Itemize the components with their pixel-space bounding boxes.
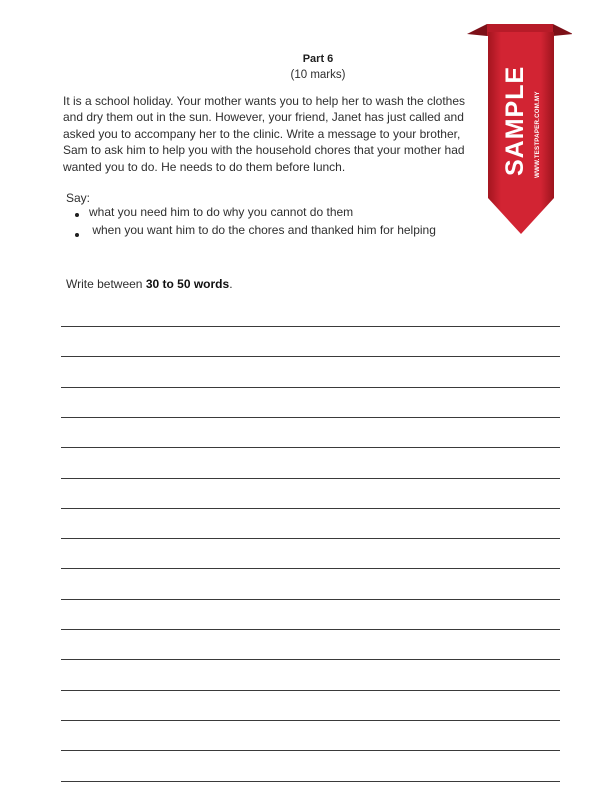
answer-line — [61, 568, 560, 569]
part-marks: (10 marks) — [290, 69, 346, 81]
answer-line — [61, 508, 560, 509]
passage-line: Sam to ask him to help you with the household chores that your mother had — [63, 143, 465, 158]
bullet-text: what you need him to do why you cannot do them — [89, 205, 354, 219]
passage-line: asked you to accompany her to the clinic. Write a message to your brother, — [63, 126, 461, 141]
passage-line: and dry them out in the sun. However, your friend, Janet has just called and — [63, 110, 464, 125]
answer-line — [61, 629, 560, 630]
answer-line — [61, 356, 560, 357]
passage-line: It is a school holiday. Your mother wants you to help her to wash the clothes — [63, 94, 466, 108]
answer-line — [61, 417, 560, 418]
answer-line — [61, 599, 560, 600]
answer-line — [61, 750, 560, 751]
instruction-prefix: Write between — [66, 277, 146, 291]
part-title: Part 6 — [302, 53, 334, 65]
answer-line — [61, 538, 560, 539]
answer-line — [61, 659, 560, 660]
sample-ribbon-watermark — [467, 18, 572, 236]
bullet-text: when you want him to do the chores and thanked him for helping — [89, 223, 436, 237]
answer-line — [61, 720, 560, 721]
answer-line — [61, 690, 560, 691]
answer-line — [61, 326, 560, 327]
say-label: Say: — [66, 191, 91, 205]
passage-line: wanted you to do. He needs to do them before lunch. — [63, 159, 346, 174]
answer-line — [61, 447, 560, 448]
sample-word: SAMPLE — [501, 65, 529, 176]
instruction-word-range: 30 to 50 words — [145, 277, 230, 291]
answer-line — [61, 478, 560, 479]
answer-line — [61, 781, 560, 782]
answer-line — [61, 387, 560, 388]
watermark-site: WWW.TESTPAPER.COM.MY — [534, 91, 541, 178]
instruction-suffix: . — [229, 277, 233, 291]
